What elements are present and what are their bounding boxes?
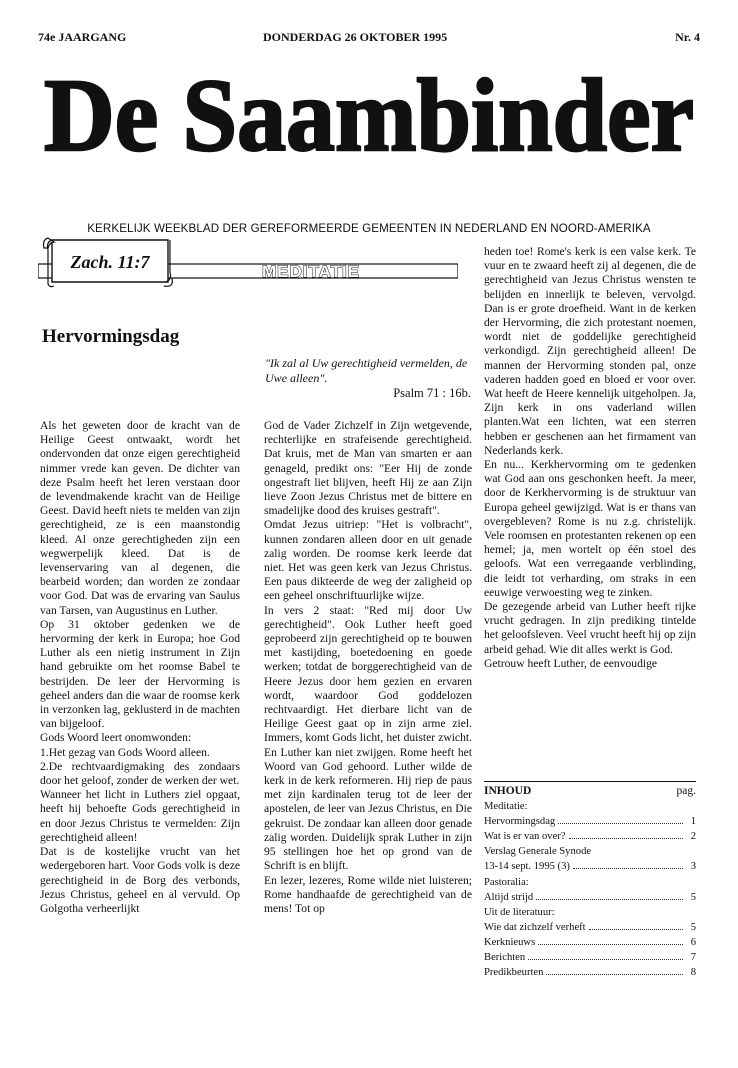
- toc-category: Meditatie:: [484, 801, 528, 813]
- toc-entry[interactable]: [484, 814, 696, 829]
- epigraph-reference: Psalm 71 : 16b.: [393, 386, 471, 400]
- section-label: MEDITATIE: [262, 262, 361, 281]
- toc-entry[interactable]: [484, 829, 696, 844]
- toc-entry-page: 5: [690, 891, 696, 903]
- toc-category: Verslag Generale Synode: [484, 846, 592, 858]
- toc-page-label: pag.: [676, 785, 696, 797]
- masthead-subtitle: KERKELIJK WEEKBLAD DER GEREFORMEERDE GEMEENTEN IN NEDERLAND EN NOORD-AMERIKA: [87, 222, 651, 235]
- toc-entry-title: Kerknieuws: [484, 936, 536, 948]
- banner-reference: Zach. 11:7: [70, 252, 150, 272]
- paragraph: Wanneer het licht in Luthers ziel opgaat, heeft hij behoefte Gods gerechtigheid in en door Jezus Christus te vermelden: Zijn gerechtigheid alleen!: [40, 788, 240, 844]
- paragraph: heden toe! Rome's kerk is een valse kerk. Te vuur en te zwaard heeft zij al degenen, die de gerechtigheid van Jezus Christus wensten te belijden en innerlijk te beleven, vervolgd. Dan is er grote droefheid. Want in de kerken der Hervorming, die zich protestant noemen, wordt niet de goddelijke gerechtigheid verkondigd. Zijn gerechtigheid alleen! De mannen der Hervorming stonden pal, onze vaderen hadden goed en bloed er voor over. Wat heeft de Heere kennelijk uitgeholpen. Ja, Zijn kerk in ons vaderland willen planten.Wat een lichten, wat een sterren hebben er geschenen aan het firmament van Nederlands kerk.: [484, 245, 696, 457]
- paragraph: God de Vader Zichzelf in Zijn wetgevende, rechterlijke en strafeisende gerechtigheid. Dat kruis, met de Man van smarten er aan genageld, predikt ons: "Eer Hij de zonde ongestraft liet blijven, heeft Hij ze aan Zijn lieve Zoon Jezus Christus met de bittere en smadelijke dood des kruises gestraft".: [264, 419, 472, 518]
- paragraph: Dat is de kostelijke vrucht van het wedergeboren hart. Voor Gods volk is deze gerechtigheid in de Borg des verbonds, Jezus Christus, geheel en al vervuld. Op Golgotha verheerlijkt: [40, 845, 240, 915]
- toc-entry-page: 5: [690, 921, 696, 933]
- text-column-2: [264, 419, 472, 916]
- text-column-3: [484, 245, 696, 671]
- epigraph: [265, 356, 471, 401]
- issue-date: DONDERDAG 26 OKTOBER 1995: [263, 30, 448, 44]
- issue-number: Nr. 4: [675, 30, 700, 44]
- paragraph: Getrouw heeft Luther, de eenvoudige: [484, 656, 658, 670]
- toc-entry[interactable]: [484, 859, 696, 874]
- toc-category: Uit de literatuur:: [484, 906, 555, 918]
- toc-entry[interactable]: [484, 965, 696, 980]
- volume-label: 74e JAARGANG: [38, 30, 127, 44]
- toc-entry-page: 6: [690, 936, 696, 948]
- toc-entry[interactable]: [484, 890, 696, 905]
- paragraph: In vers 2 staat: "Red mij door Uw gerechtigheid". Ook Luther heeft goed geprobeerd zijn gerechtigheid op te bouwen met kastijding, boetedoening en goede werken; totdat de borggerechtigheid van de Heere Jezus door hem gezien en ervaren wordt, waardoor God goddelozen rechtvaardigt. Het dierbare licht van de Heilige Geest gaat op in zijn arme ziel. Immers, komt Gods licht, het duister zwicht. En Luther kan niet zwijgen. Rome heeft het Woord van God gehoord. Luther wilde de kerk in de kerk reformeren. Hij riep de paus met zijn kardinalen terug tot de leer der apostelen, de leer van Jezus Christus, en Die gekruist. De zondaar kan alleen door genade zalig worden. Duidelijk sprak Luther in zijn 95 stellingen hoe het op grond van de Schrift is en blijft.: [264, 603, 472, 873]
- toc-header: [484, 784, 696, 799]
- paragraph: En lezer, lezeres, Rome wilde niet luisteren; Rome handhaafde de gerechtigheid van de mens! Tot op: [264, 873, 472, 915]
- table-of-contents: [484, 781, 696, 980]
- toc-entry-page: 1: [690, 816, 696, 828]
- toc-entry-title: Wie dat zichzelf verheft: [484, 921, 586, 933]
- text-column-1: [40, 419, 240, 916]
- paragraph: 2.De rechtvaardigmaking des zondaars door het geloof, zonder de werken der wet.: [40, 759, 240, 788]
- toc-entry-title: Wat is er van over?: [484, 831, 566, 843]
- toc-entry-page: 2: [690, 831, 696, 843]
- toc-entry-page: 7: [690, 952, 696, 964]
- paragraph: Op 31 oktober gedenken we de hervorming der kerk in Europa; hoe God Luther als een nietig instrument in Zijn hand gebruikte om het roomse Babel te bestrijden. De leer der Hervorming is geheel anders dan die waar de roomse kerk in verzonken lag, geklusterd in de machten van bijgeloof.: [40, 617, 240, 731]
- scroll-banner-icon: [38, 232, 238, 294]
- masthead: [38, 58, 700, 235]
- paragraph: Omdat Jezus uitriep: "Het is volbracht", kunnen zondaren alleen door en uit genade zalig worden. De roomse kerk leerde dat niet. Het was geen kerk van Jezus Christus. Een paus dikteerde de weg der zaligheid op een geheel onschriftuurlijke wijze.: [264, 518, 472, 603]
- paragraph: Als het geweten door de kracht van de Heilige Geest ontwaakt, wordt het ondervonden dat onze eigen gerechtigheid nimmer vrede kan geven. De dichter van deze Psalm heeft het leren verstaan door de levendmakende kracht van de Heilige Geest. David heeft niets te melden van zijn gerechtigheid, ze is een maanstondig kleed. Al onze gerechtigheden zijn een wegwerpelijk kleed. Dat is de levenservaring van al degenen, die bearbeid worden; dan worden ze zondaar voor God. Dat was de ervaring van Saulus van Tarsen, van Augustinus en Luther.: [40, 419, 240, 617]
- toc-entry-title: Predikbeurten: [484, 967, 544, 979]
- toc-heading: INHOUD: [484, 785, 532, 797]
- toc-category: Pastoralia:: [484, 876, 529, 888]
- toc-entry[interactable]: [484, 920, 696, 935]
- toc-entry-page: 3: [690, 861, 696, 873]
- top-line: [38, 30, 700, 42]
- paragraph: En nu... Kerkhervorming om te gedenken wat God aan ons geschonken heeft. Ja meer, door de Kerkhervorming is de struktuur van Europa geheel gewijzigd. Wat is er thans van overgebleven? Rome is nu z.g. christelijk. Vele roomsen en protestanten rekenen op een hemel; ja, men wortelt op één stoel des geloofs. Wat een verregaande verblinding, die leidt tot verharding, om straks in een eeuwige verwoesting weg te zinken.: [484, 458, 696, 599]
- epigraph-quote: "Ik zal al Uw gerechtigheid vermelden, de Uwe alleen".: [265, 356, 468, 385]
- toc-entry-title: Altijd strijd: [484, 891, 534, 903]
- toc-entry-title: Berichten: [484, 952, 526, 964]
- toc-entry-title: 13-14 sept. 1995 (3): [484, 861, 570, 873]
- masthead-logo: [38, 58, 700, 168]
- paragraph: Gods Woord leert onomwonden:: [40, 731, 192, 745]
- toc-entry-page: 8: [690, 967, 696, 979]
- paragraph: De gezegende arbeid van Luther heeft rijke vrucht gedragen. In zijn prediking tintelde het geloofsleven. Veel vrucht heeft hij op zijn arbeid gehad. Wie dit alles werkt is God.: [484, 600, 696, 656]
- paragraph: 1.Het gezag van Gods Woord alleen.: [40, 745, 210, 759]
- toc-entry-title: Hervormingsdag: [484, 816, 556, 828]
- toc-entry[interactable]: [484, 950, 696, 965]
- toc-entry[interactable]: [484, 935, 696, 950]
- article-title: Hervormingsdag: [42, 326, 180, 347]
- masthead-title: De Saambinder: [44, 58, 694, 168]
